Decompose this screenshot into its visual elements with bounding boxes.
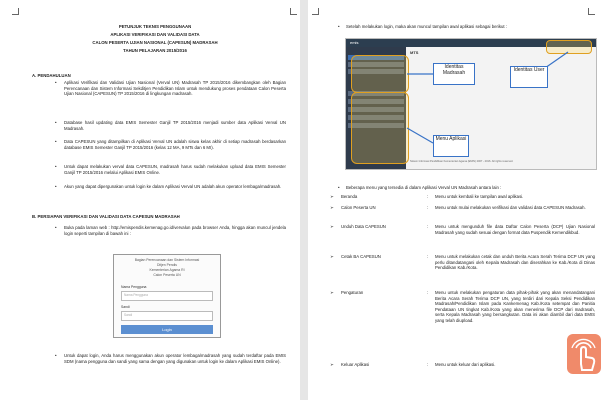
doc-title-line-2: APLIKASI VERIFIKASI DAN VALIDASI DATA [110, 32, 200, 37]
colon: : [427, 224, 429, 229]
touch-gesture-badge[interactable] [567, 334, 601, 374]
arrow-bullet: ➢ [330, 254, 334, 259]
username-label: Nama Pengguna [121, 285, 147, 289]
arrow-bullet: ➢ [330, 224, 334, 229]
section-b-para-2: Untuk dapat login, Anda harus menggunakan akun operator lembaga/madrasah yang sudah terdaftar pada EMIS SDM (nama pengguna dan sandi yang sama dengan yang digunakan untuk login ke dalam Aplikasi EMIS Online). [64, 353, 286, 364]
app-brand: emis [350, 40, 359, 45]
menu-desc-pengaturan: Menu untuk melakukan pengaturan data pihak-pihak yang akan menandatangani Berita Acara Serah Terima DCP UN, yang terdiri dari Kepala Seksi Pendidikan Madrasah/Pendidikan Islam pada Kankemenag Kab./Kota setempat dan Panitia Pendataan UN tingkat Kab./Kota yang akan menerima file DCP dari madrasah, serta Kepala Madrasah yang bersangkutan. Data ini akan diambil dari data EMIS yang telah diupload. [435, 290, 595, 323]
section-a-para-2: Database hasil updating data EMIS Semester Ganjil TP 2015/2016 menjadi sumber data Aplikasi Verval UN Madrasah. [64, 120, 286, 131]
bullet: • [55, 139, 57, 144]
bullet: • [55, 225, 57, 230]
callout-identitas-madrasah [433, 63, 475, 85]
menu-name-beranda: Beranda [341, 194, 358, 199]
menu-desc-unduh: Menu untuk mengunduh file data Daftar Calon Peserta (DCP) Ujian Nasional Madrasah yang sudah sesuai dengan format data Puspendik Kemendikbud. [435, 224, 595, 235]
arrow-menu [407, 128, 433, 143]
arrow-bullet: ➢ [330, 205, 334, 210]
app-header: MTS [410, 50, 419, 55]
bullet: • [55, 80, 57, 85]
bullet: • [338, 185, 340, 190]
menu-desc-calon-peserta: Menu untuk mulai melakukan verifikasi dan validasi data CAPESUN Madrasah. [435, 205, 586, 210]
callout-identitas-user [510, 66, 548, 88]
hand-pointer-icon [567, 334, 601, 374]
menu-desc-beranda: Menu untuk kembali ke tampilan awal aplikasi. [435, 194, 524, 199]
password-label: Sandi [121, 305, 130, 309]
section-a-para-5: Akun yang dapat dipergunakan untuk login ke dalam Aplikasi Verval UN adalah akun operator lembaga/madrasah. [64, 184, 282, 189]
bullet: • [338, 24, 340, 29]
colon: : [427, 194, 429, 199]
arrow-bullet: ➢ [330, 362, 334, 367]
section-a-heading: A. PENDAHULUAN [32, 73, 71, 78]
login-header-4: Calon Peserta UN [153, 273, 181, 277]
callout-text: Menu Aplikasi [435, 136, 467, 142]
bullet: • [55, 184, 57, 189]
login-header-2: Ditjen Pendis [157, 263, 177, 267]
password-placeholder: Sandi [124, 313, 133, 317]
doc-title-line-4: TAHUN PELAJARAN 2015/2016 [123, 48, 187, 53]
callout-text: Identitas User [513, 67, 545, 73]
app-footer: Sistem Informasi Pendidikan Kementerian Agama (EMIS) 2007 - 2016. All rights reserved. [410, 160, 514, 163]
bullet: • [55, 353, 57, 358]
menu-name-pengaturan: Pengaturan [341, 290, 364, 295]
callout-text: Identitas Madrasah [442, 64, 466, 76]
colon: : [427, 362, 429, 367]
doc-title-line-3: CALON PESERTA UJIAN NASIONAL (CAPESUN) MADRASAH [92, 40, 218, 45]
username-placeholder: Nama Pengguna [124, 293, 148, 297]
section-b-heading: B. PERSIAPAN VERIFIKASI DAN VALIDASI DATA CAPESUN MADRASAH [32, 214, 180, 219]
menu-name-calon-peserta: Calon Peserta UN [341, 205, 376, 210]
section-a-para-4: Untuk dapat melakukan verval data CAPESUN, madrasah harus sudah melakukan upload data EMIS Semester Ganjil TP 2015/2016 melalui Aplikasi EMIS Online. [64, 164, 286, 175]
arrow-bullet: ➢ [330, 194, 334, 199]
colon: : [427, 254, 429, 259]
section-a-para-1: Aplikasi Verifikasi dan Validasi Ujian Nasional (Verval UN) Madrasah TP 2015/2016 dikembangkan oleh Bagian Perencanaan dan Sistem Informasi Sekditjen Pendidikan Islam untuk mendukung proses pendataan Calon Peserta Ujian Nasional (CAPESUN) TP 2015/2016 di lingkungan madrasah. [64, 80, 286, 97]
section-b-para-1: Buka pada laman web : http://emispendis.kemenag.go.id/vervalun pada browser Anda, hingga akan muncul jendela login seperti tampilan di bawah ini : [64, 225, 286, 236]
login-header-3: Kementerian Agama RI [149, 268, 185, 272]
menu-name-cetak-ba: Cetak BA CAPESUN [341, 254, 381, 259]
login-button[interactable]: Login [121, 325, 213, 334]
login-header-1: Bagian Perencanaan dan Sistem Informasi [134, 258, 200, 262]
menu-name-unduh: Unduh Data CAPESUN [341, 224, 386, 229]
page2-intro: Setelah melakukan login, maka akan muncul tampilan awal aplikasi sebagai berikut : [346, 24, 507, 29]
menu-desc-cetak-ba: Menu untuk melakukan cetak dan unduh Berita Acara Serah Terima DCP UN yang perlu ditandatangani oleh Kepala Madrasah dan diserahkan ke Kab./Kota di Dinas Pendidikan Kab./Kota. [435, 254, 595, 271]
colon: : [427, 290, 429, 295]
colon: : [427, 205, 429, 210]
menu-name-keluar: Keluar Aplikasi [341, 362, 370, 367]
arrow-user [545, 52, 568, 68]
menu-intro: Beberapa menu yang tersedia di dalam Aplikasi Verval UN Madrasah antara lain : [346, 185, 502, 190]
bullet: • [55, 120, 57, 125]
section-a-para-3: Data CAPESUN yang ditampilkan di Aplikasi Verval UN adalah siswa kelas akhir di setiap madrasah berdasarkan database EMIS Semester Ganjil TP 2015/2016 (kelas 12 MA, 9 MTs dan 6 MI). [64, 139, 286, 150]
arrow-bullet: ➢ [330, 290, 334, 295]
menu-desc-keluar: Menu untuk keluar dari aplikasi. [435, 362, 496, 367]
doc-title-line-1: PETUNJUK TEKNIS PENGGUNAAN [118, 24, 192, 29]
callout-menu-aplikasi [433, 135, 469, 157]
bullet: • [55, 164, 57, 169]
